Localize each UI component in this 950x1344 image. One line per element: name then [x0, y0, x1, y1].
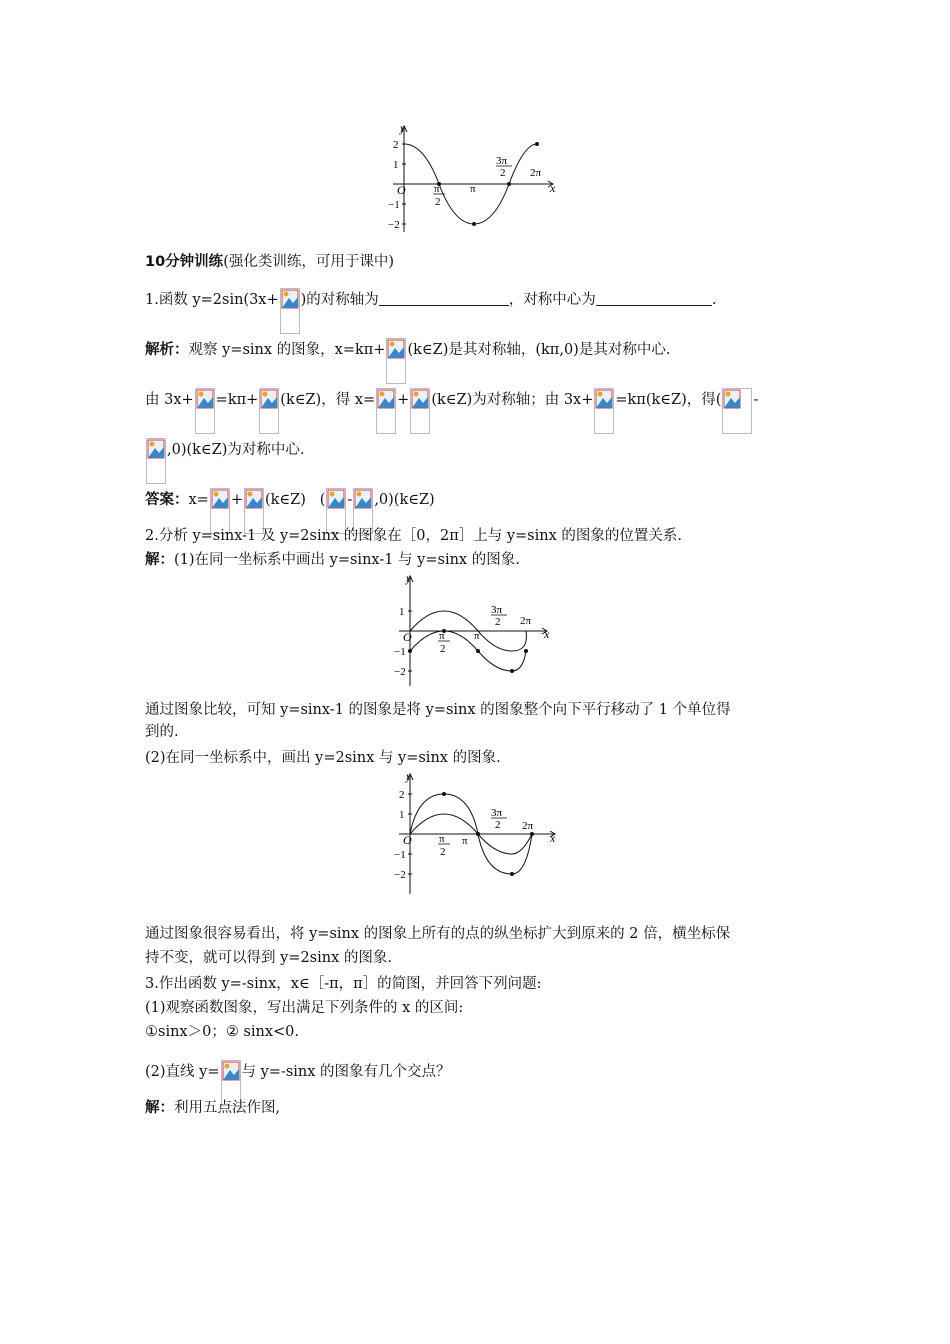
question-1: 1.函数 y=2sin(3x+ )的对称轴为 ，对称中心为 .: [145, 288, 716, 334]
origin-label: O: [403, 630, 412, 644]
y-tick: 2: [399, 789, 405, 801]
paragraph-3: 通过图象很容易看出，将 y=sinx 的图象上所有的点的纵坐标扩大到原来的 2 倍，横坐标保: [145, 926, 731, 942]
x-tick: π: [470, 183, 476, 195]
solution-2-intro: 解：(1)在同一坐标系中画出 y=sinx-1 与 y=sinx 的图象.: [145, 552, 520, 568]
y-tick: 1: [399, 606, 405, 618]
x-tick: π: [474, 630, 480, 642]
x-tick: 3π: [491, 604, 503, 616]
graph-3: [394, 768, 559, 896]
y-tick: −2: [394, 869, 406, 881]
question-3: 3.作出函数 y=-sinx，x∈［-π，π］的简图，并回答下列问题:: [145, 976, 542, 992]
x-tick: 2: [495, 616, 501, 628]
x-tick: 2π: [522, 820, 534, 832]
analysis-line-1: 解析：观察 y=sinx 的图象，x=kπ+ (k∈Z)是其对称轴，(kπ,0)是其对称中心.: [145, 338, 670, 384]
formula-image: [410, 388, 430, 434]
x-tick: 2: [435, 196, 441, 208]
formula-image: [376, 388, 396, 434]
paragraph-1-cont: 到的.: [145, 724, 179, 740]
formula-image: [280, 288, 300, 334]
formula-image: [146, 438, 166, 484]
section-heading: [145, 252, 394, 272]
x-axis-label: x: [550, 181, 556, 195]
question-3-part-2: (2)直线 y= 与 y=-sinx 的图象有几个交点？: [145, 1060, 451, 1106]
question-3-conditions: ①sinx＞0；② sinx<0.: [145, 1024, 300, 1040]
x-axis-label: x: [550, 831, 556, 845]
formula-image: [195, 388, 215, 434]
y-axis-label: y: [406, 769, 412, 783]
question-2: 2.分析 y=sinx-1 及 y=2sinx 的图象在［0，2π］上与 y=sinx 的图象的位置关系.: [145, 528, 682, 544]
question-3-part-1: (1)观察函数图象，写出满足下列条件的 x 的区间:: [145, 1000, 464, 1016]
paragraph-2: (2)在同一坐标系中，画出 y=2sinx 与 y=sinx 的图象.: [145, 750, 501, 766]
x-tick: 2π: [520, 615, 532, 627]
formula-image: [594, 388, 614, 434]
answer-line: 答案：x= + (k∈Z) ( - ,0)(k∈Z): [145, 488, 435, 534]
formula-image: [386, 338, 406, 384]
y-axis-label: y: [400, 121, 406, 135]
y-axis-label: y: [406, 571, 412, 585]
graph-2: [394, 570, 554, 688]
formula-image: [259, 388, 279, 434]
paragraph-1: 通过图象比较，可知 y=sinx-1 的图象是将 y=sinx 的图象整个向下平行移动了 1 个单位得: [145, 702, 731, 718]
formula-image: [722, 388, 752, 434]
graph-1: [388, 118, 568, 234]
analysis-line-3: ,0)(k∈Z)为对称中心.: [145, 438, 305, 484]
x-tick: 2: [495, 819, 501, 831]
x-tick: π: [439, 833, 445, 845]
section-title: 10分钟训练: [145, 254, 224, 270]
y-tick: −1: [394, 849, 406, 861]
x-tick: 3π: [496, 155, 508, 167]
answer-blank[interactable]: [379, 291, 509, 306]
y-tick: 2: [393, 139, 399, 151]
y-tick: 1: [399, 809, 405, 821]
section-note: (强化类训练，可用于课中): [223, 254, 395, 270]
x-axis-label: x: [544, 627, 550, 641]
x-tick: π: [439, 630, 445, 642]
y-tick: −1: [394, 646, 406, 658]
origin-label: O: [397, 183, 406, 197]
y-tick: −2: [394, 666, 406, 678]
x-tick: 2π: [530, 167, 542, 179]
origin-label: O: [403, 833, 412, 847]
x-tick: 2: [440, 643, 446, 655]
answer-blank[interactable]: [596, 291, 712, 306]
x-tick: 2: [500, 167, 506, 179]
x-tick: π: [434, 183, 440, 195]
paragraph-3-cont: 持不变，就可以得到 y=2sinx 的图象.: [145, 950, 392, 966]
x-tick: 3π: [491, 807, 503, 819]
y-tick: −2: [388, 219, 400, 231]
y-tick: 1: [393, 159, 399, 171]
solution-3-intro: 解：利用五点法作图,: [145, 1100, 281, 1116]
x-tick: π: [462, 835, 468, 847]
y-tick: −1: [388, 199, 400, 211]
analysis-line-2: 由 3x+ =kπ+ (k∈Z)，得 x= + (k∈Z)为对称轴；由 3x+ =kπ(k∈Z)，得( -: [145, 388, 758, 434]
x-tick: 2: [440, 846, 446, 858]
